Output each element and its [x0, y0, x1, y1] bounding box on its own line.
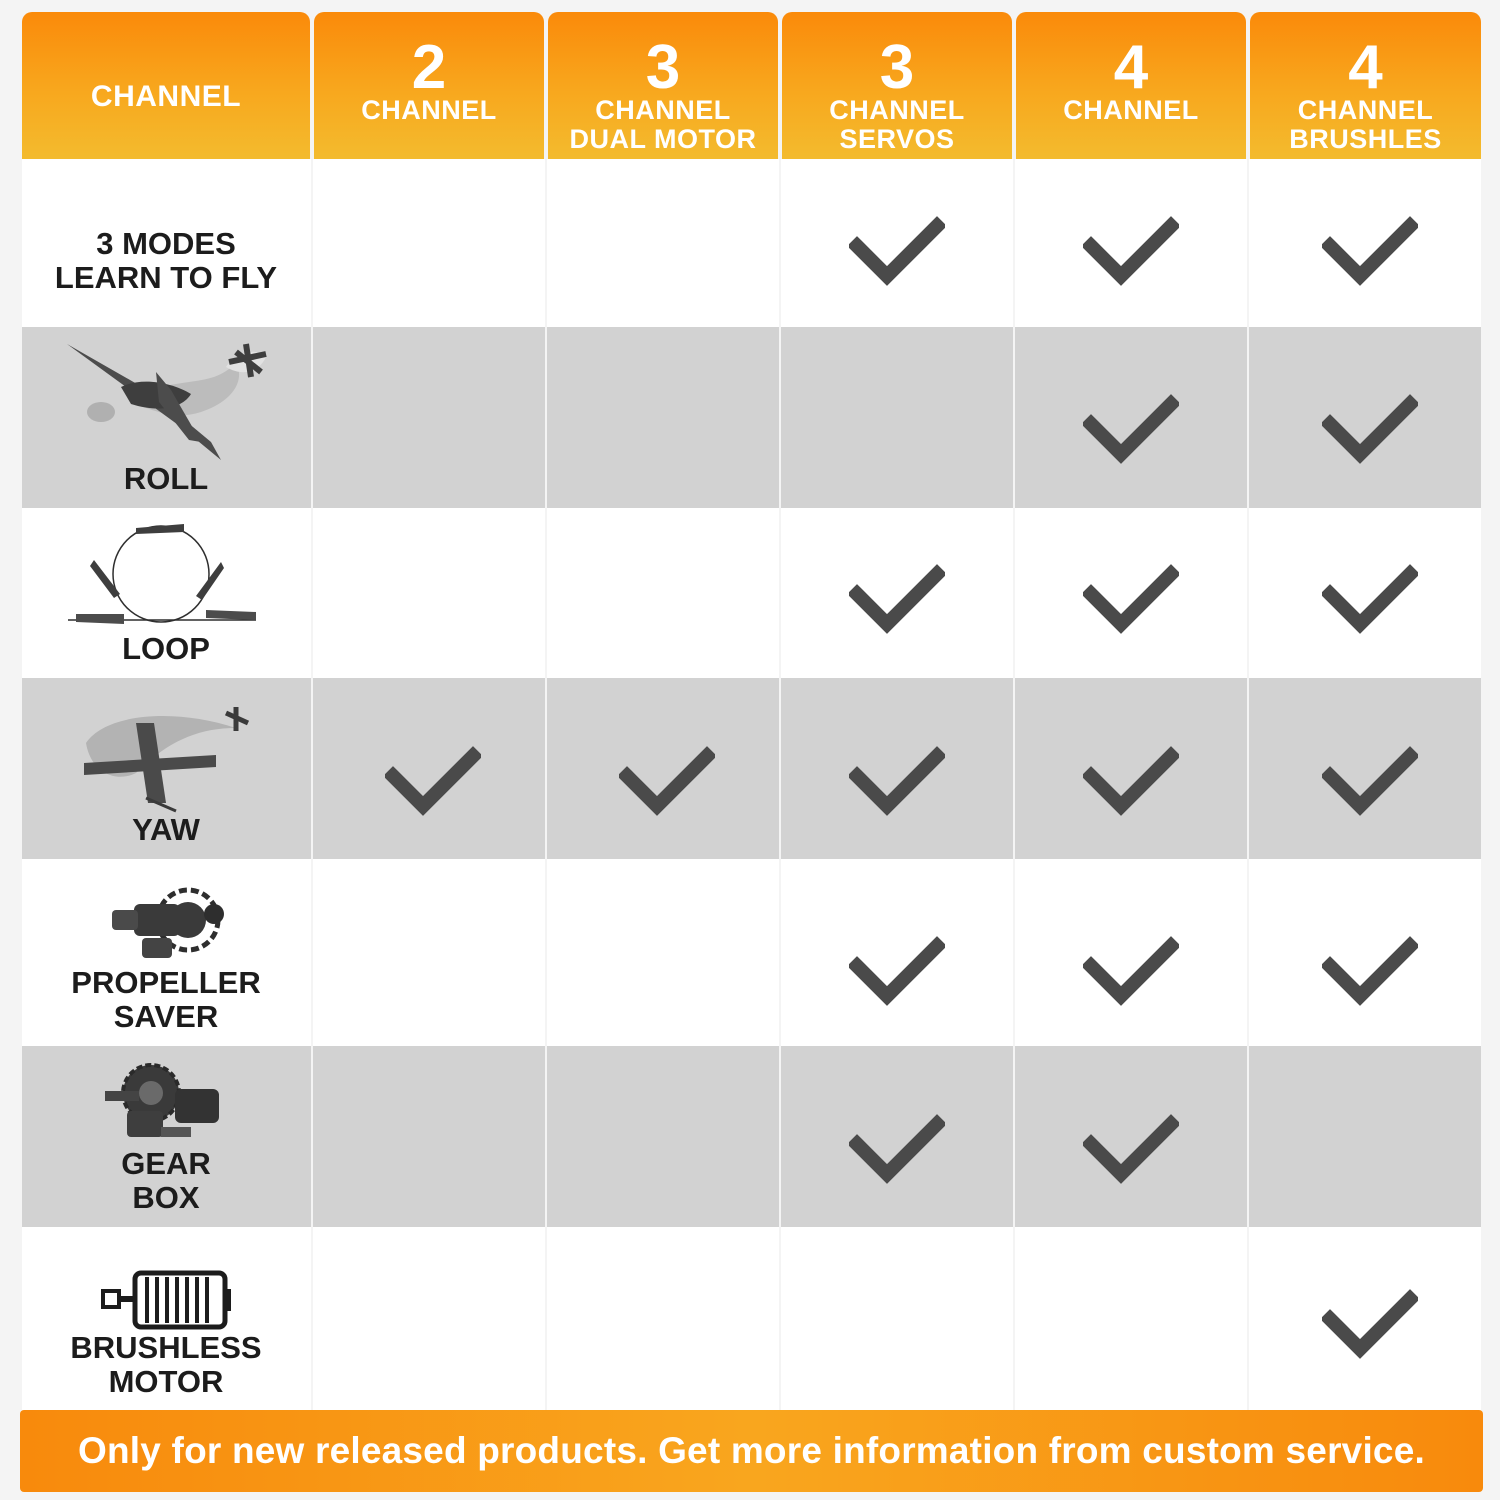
checkmark-icon — [385, 746, 481, 818]
header-label: CHANNEL — [1063, 95, 1199, 125]
header-cell-channel — [22, 12, 310, 159]
feature-label: LOOP — [122, 631, 210, 666]
feature-label: YAW — [132, 812, 200, 847]
feature-learn-to-fly — [22, 159, 310, 327]
gearbox-icon — [101, 1061, 231, 1147]
header-number: 2 — [411, 33, 447, 102]
header-number: 3 — [879, 33, 915, 102]
feature-brushless-motor — [22, 1227, 310, 1411]
column-divider — [779, 159, 781, 1411]
feature-gearbox — [22, 1046, 310, 1227]
column-divider — [1013, 159, 1015, 1411]
header-label: CHANNEL DUAL MOTOR — [569, 95, 757, 154]
yaw-plane-icon — [76, 703, 256, 813]
feature-label: ROLL — [123, 461, 209, 496]
header-cell-3-channel-servos — [782, 12, 1012, 159]
checkmark-icon — [1083, 746, 1179, 818]
feature-label: GEAR BOX — [121, 1146, 211, 1215]
propeller-saver-icon — [106, 884, 226, 966]
footer-banner: Only for new released products. Get more information from custom service. — [20, 1410, 1483, 1492]
feature-roll — [22, 327, 310, 508]
header-label: CHANNEL BRUSHLES — [1289, 95, 1442, 154]
feature-yaw — [22, 678, 310, 859]
checkmark-icon — [619, 746, 715, 818]
checkmark-icon — [1083, 564, 1179, 636]
checkmark-icon — [849, 216, 945, 288]
feature-label: 3 MODES LEARN TO FLY — [54, 226, 278, 295]
checkmark-icon — [1322, 564, 1418, 636]
column-divider — [545, 159, 547, 1411]
checkmark-icon — [1083, 1114, 1179, 1186]
checkmark-icon — [849, 564, 945, 636]
checkmark-icon — [1322, 936, 1418, 1008]
brushless-motor-icon — [99, 1269, 233, 1331]
roll-plane-icon — [61, 332, 271, 462]
header-label: CHANNEL — [90, 80, 242, 113]
checkmark-icon — [1083, 216, 1179, 288]
checkmark-icon — [1322, 394, 1418, 466]
header-label: CHANNEL — [361, 95, 497, 125]
feature-loop — [22, 508, 310, 678]
header-cell-3-channel-dual-motor — [548, 12, 778, 159]
loop-plane-icon — [66, 522, 266, 632]
checkmark-icon — [1322, 216, 1418, 288]
feature-propeller-saver — [22, 859, 310, 1046]
header-label: CHANNEL SERVOS — [829, 95, 965, 154]
header-cell-2-channel — [314, 12, 544, 159]
checkmark-icon — [849, 1114, 945, 1186]
column-divider — [1247, 159, 1249, 1411]
column-divider — [311, 159, 313, 1411]
checkmark-icon — [1322, 746, 1418, 818]
header-cell-4-channel-brushless — [1250, 12, 1481, 159]
feature-label: PROPELLER SAVER — [71, 965, 261, 1034]
header-number: 4 — [1113, 33, 1149, 102]
checkmark-icon — [1083, 394, 1179, 466]
header-number: 4 — [1348, 33, 1383, 102]
checkmark-icon — [849, 746, 945, 818]
checkmark-icon — [1322, 1289, 1418, 1361]
header-number: 3 — [645, 33, 681, 102]
checkmark-icon — [849, 936, 945, 1008]
feature-label: BRUSHLESS MOTOR — [70, 1330, 262, 1399]
checkmark-icon — [1083, 936, 1179, 1008]
header-cell-4-channel — [1016, 12, 1246, 159]
